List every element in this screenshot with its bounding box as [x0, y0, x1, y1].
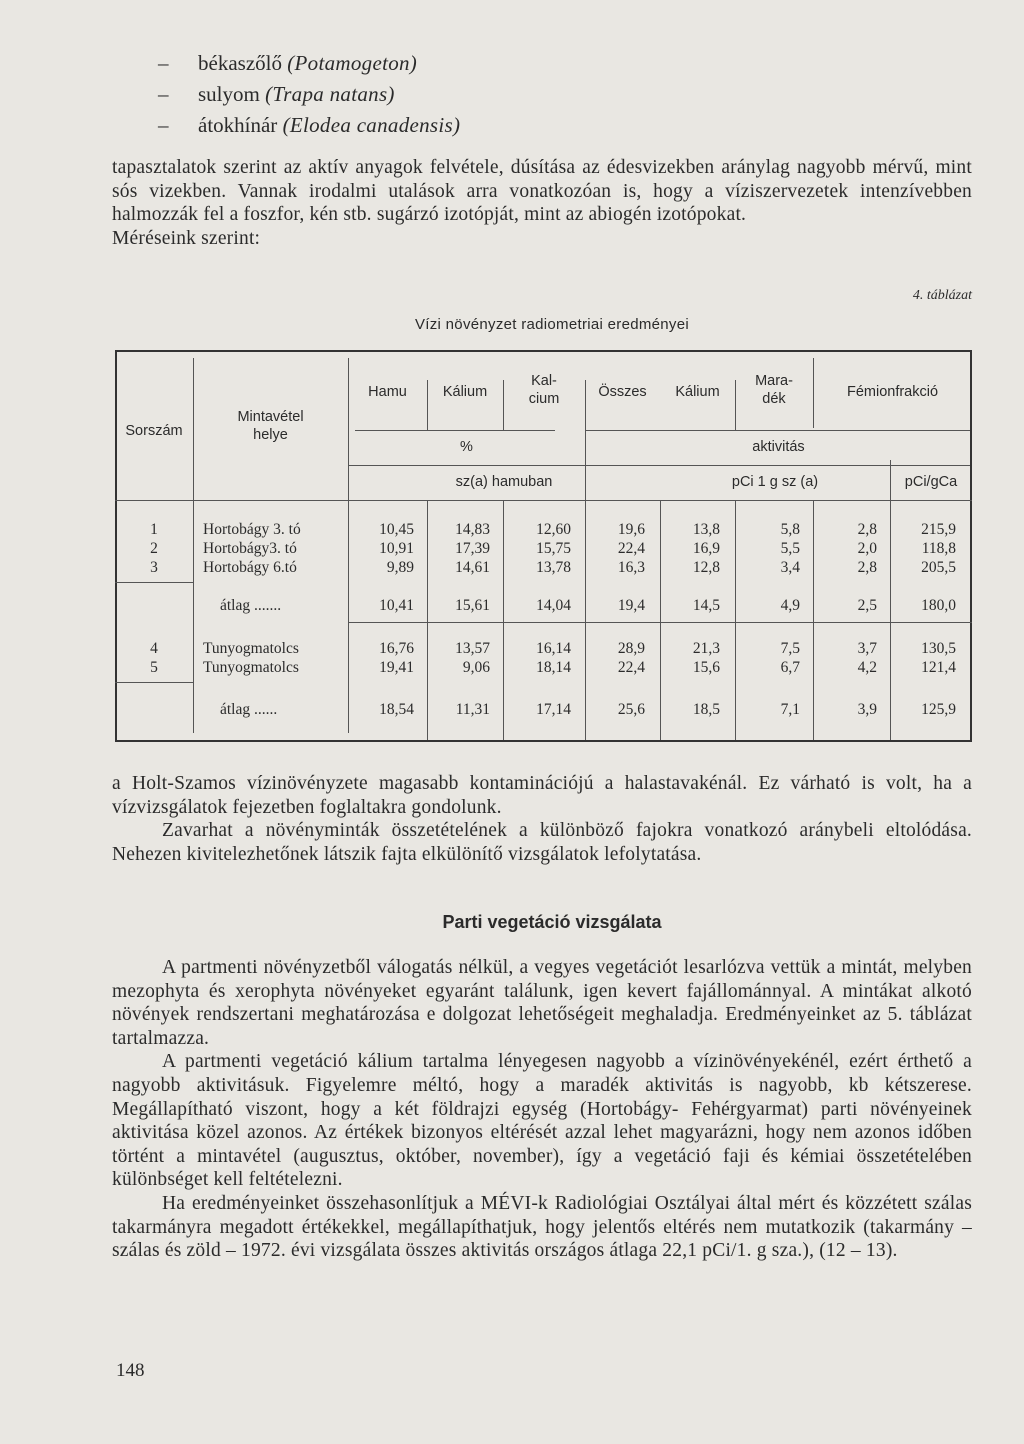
header-kalcium-2: cium — [528, 391, 560, 407]
table-title: Vízi növényzet radiometriai eredményei — [414, 316, 690, 333]
header-femionfrakcio: Fémionfrakció — [846, 384, 939, 400]
header-pcigca: pCi/gCa — [904, 474, 958, 490]
intro-paragraph: tapasztalatok szerint az aktív anyagok felvétele, dúsítása az édesvizekben aránylag nagyobb mérvű, mint sós vizekben. Vannak irodalmi utalások arra vonatkozóan is, hogy a víziszervezetek intenzívebben halmozzák fel a foszfor, kén stb. sugárzó izotópját, mint az abiogén izotópokat. Méréseink szerint: — [112, 157, 972, 249]
table-label: 4. táblázat — [912, 288, 972, 303]
header-maradek-1: Mara- — [755, 373, 793, 389]
radiometric-table: Sorszám Mintavétel helye Hamu Kálium Kal- cium Összes Kálium Mara- dék Fémionfrakció % aktivitás sz(a) hamuban pCi 1 g sz (a) pCi/gCa 1 Hortobágy 3. tó 10,45 14,83 12,60 19,6 13,8 5,8 2,8 215,9 2 Hortobágy3. tó 10,91 17,39 15,75 22,4 16,9 5,5 2,0 118,8 3 Hortobágy 6.tó 9,89 14,61 13,78 16,3 12,8 3,4 2,8 205,5 átlag ....... 10,41 15,61 14,04 19,4 14,5 4,9 2,5 180,0 4 Tunyogmatolcs 16,76 13,57 16,14 28,9 21,3 7,5 3,7 130,5 5 Tunyogmatolcs 19,41 9,06 18,14 22,4 15,6 6,7 4,2 121,4 átlag ...... 18,54 11,31 17,14 25,6 18,5 7,1 3,9 125,9 — [115, 350, 972, 742]
list-item: – sulyom (Trapa natans) — [158, 82, 395, 106]
header-aktivitas: aktivitás — [752, 439, 805, 455]
header-percent: % — [460, 439, 473, 455]
species-list — [158, 48, 460, 141]
discussion-paragraph: a Holt-Szamos vízinövényzete magasabb kontaminációjú a halastavakénál. Ez várható is volt, ha a vízvizsgálatok fejezetben foglaltakra gondolunk. Zavarhat a növényminták összetételének a különböző fajokra vonatkozó aránybeli eltolódása. Nehezen kivitelezhetőnek látszik fajta elkülönítő vizsgálatok lefolytatása. — [112, 773, 972, 865]
header-kalium-activity: Kálium — [675, 384, 720, 400]
list-item: – békaszőlő (Potamogeton) — [158, 51, 418, 75]
vegetation-paragraphs: A partmenti növényzetből válogatás nélkül, a vegyes vegetációt lesarlózva vettük a mintát, melyben mezophyta és xerophyta növényeket egyaránt találunk, igen kevert fajállománnyal. A mintákat alkotó növények rendszertani meghatározása e dolgozat lehetőségeit meghaladja. Eredményeinket az 5. táblázat tartalmazza. A partmenti vegetáció kálium tartalma lényegesen nagyobb a vízinövényekénél, ezért érthető a nagyobb aktivitásuk. Figyelemre méltó, hogy a maradék aktivitás is nagyobb, kb kétszerese. Megállapítható viszont, hogy a két földrajzi egység (Hortobágy- Fehérgyarmat) parti növényeinek aktivitása közel azonos. Az értékek bizonyos eltérését azzal lehet magyarázni, hogy nem azonos időben történt a mintavétel (augusztus, október, november), így a vegetáció faji és kémiai összetételében különbséget kell feltételezni. Ha eredményeinket összehasonlítjuk a MÉVI-k Radiológiai Osztályai által mért és közzétett szálas takarmányra megadott értékekkel, megállapíthatjuk, hogy jelentős eltérés nem mutatkozik (takarmány – szálas és zöld – 1972. évi vizsgálata összes aktivitás országos átlaga 22,1 pCi/1. g sza.), (12 – 13). — [112, 957, 972, 1262]
header-sza: sz(a) hamuban — [455, 474, 553, 490]
header-hamu: Hamu — [368, 384, 407, 400]
page-number: 148 — [116, 1360, 145, 1381]
section-heading: Parti vegetáció vizsgálata — [442, 912, 662, 932]
header-kalium: Kálium — [442, 384, 488, 400]
header-pci: pCi 1 g sz (a) — [731, 474, 819, 490]
header-maradek-2: dék — [762, 391, 786, 407]
list-item: – átokhínár (Elodea canadensis) — [158, 113, 461, 137]
header-kalcium-1: Kal- — [531, 373, 557, 389]
header-sorszam: Sorszám — [125, 423, 183, 439]
header-helye: helye — [253, 427, 288, 443]
header-osszes: Összes — [598, 384, 647, 400]
header-mintavetel: Mintavétel — [237, 409, 304, 425]
